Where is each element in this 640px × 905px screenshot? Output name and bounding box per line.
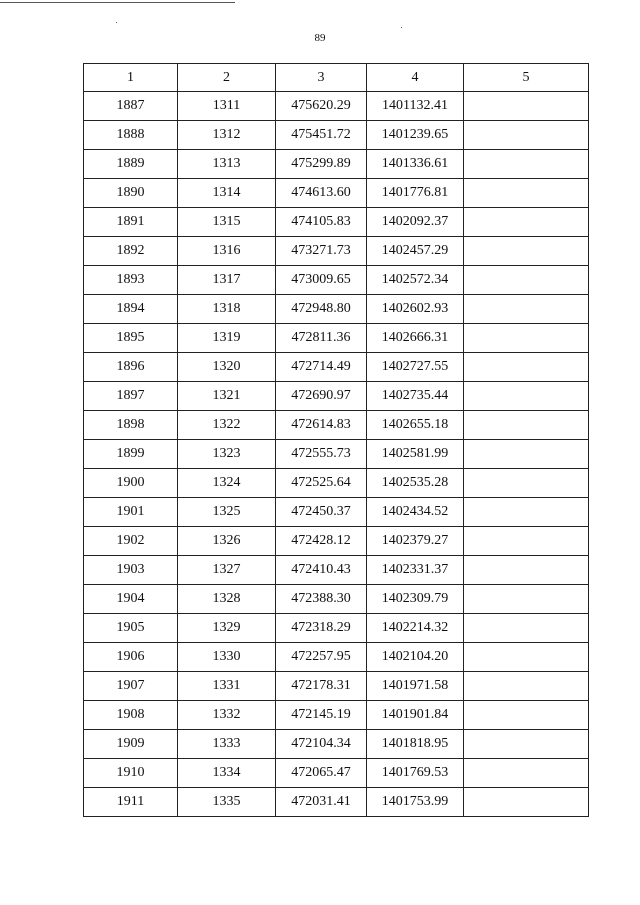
table-cell: 472811.36 [276, 324, 367, 353]
table-cell: 1402309.79 [367, 585, 464, 614]
coordinates-table [83, 63, 589, 817]
table-cell: 1314 [178, 179, 276, 208]
table-cell: 1402434.52 [367, 498, 464, 527]
table-cell: 1907 [84, 672, 178, 701]
table-cell: 1312 [178, 121, 276, 150]
table-cell [464, 411, 589, 440]
table-cell: 473271.73 [276, 237, 367, 266]
table-row [84, 295, 589, 324]
table-cell [464, 556, 589, 585]
table-cell: 472065.47 [276, 759, 367, 788]
table-cell [464, 208, 589, 237]
table-cell [464, 324, 589, 353]
table-cell: 1401901.84 [367, 701, 464, 730]
table-cell: 1324 [178, 469, 276, 498]
table-row [84, 440, 589, 469]
table-row [84, 556, 589, 585]
table-cell: 1322 [178, 411, 276, 440]
table-cell: 472178.31 [276, 672, 367, 701]
table-cell [464, 266, 589, 295]
table-cell: 1899 [84, 440, 178, 469]
table-cell: 472257.95 [276, 643, 367, 672]
scan-speck [401, 27, 402, 28]
table-cell [464, 527, 589, 556]
table-cell: 1401132.41 [367, 92, 464, 121]
table-cell: 1889 [84, 150, 178, 179]
table-row [84, 266, 589, 295]
table-cell: 472410.43 [276, 556, 367, 585]
table-cell: 1325 [178, 498, 276, 527]
table-cell: 472104.34 [276, 730, 367, 759]
table-cell: 1896 [84, 353, 178, 382]
table-cell: 1311 [178, 92, 276, 121]
table-cell: 1318 [178, 295, 276, 324]
table-cell [464, 295, 589, 324]
table-body [84, 92, 589, 817]
table-cell [464, 759, 589, 788]
table-row [84, 527, 589, 556]
table-cell: 1335 [178, 788, 276, 817]
table-cell: 1401818.95 [367, 730, 464, 759]
table-cell: 1319 [178, 324, 276, 353]
table-row [84, 92, 589, 121]
table-cell: 1334 [178, 759, 276, 788]
table-cell: 1909 [84, 730, 178, 759]
table-cell [464, 92, 589, 121]
table-cell [464, 643, 589, 672]
table-cell: 472428.12 [276, 527, 367, 556]
table-cell: 1402331.37 [367, 556, 464, 585]
table-row [84, 498, 589, 527]
table-cell [464, 672, 589, 701]
table-row [84, 382, 589, 411]
table-cell [464, 237, 589, 266]
table-cell: 1317 [178, 266, 276, 295]
table-cell: 1401769.53 [367, 759, 464, 788]
table-cell: 472031.41 [276, 788, 367, 817]
table-cell: 1401336.61 [367, 150, 464, 179]
table-cell: 1401776.81 [367, 179, 464, 208]
table-cell: 1330 [178, 643, 276, 672]
table-cell: 475620.29 [276, 92, 367, 121]
table-cell: 1900 [84, 469, 178, 498]
table-cell: 472714.49 [276, 353, 367, 382]
table-cell: 1402602.93 [367, 295, 464, 324]
table-cell: 1893 [84, 266, 178, 295]
table-cell: 1895 [84, 324, 178, 353]
table-cell: 1910 [84, 759, 178, 788]
table-cell: 1402092.37 [367, 208, 464, 237]
table-cell: 1888 [84, 121, 178, 150]
table-row [84, 701, 589, 730]
table-cell: 472614.83 [276, 411, 367, 440]
table-cell [464, 585, 589, 614]
table-cell: 1320 [178, 353, 276, 382]
header-row [84, 64, 589, 92]
scan-speck [116, 22, 117, 23]
table-row [84, 614, 589, 643]
table-cell [464, 788, 589, 817]
table-cell: 1402379.27 [367, 527, 464, 556]
table-row [84, 237, 589, 266]
table-cell: 1401971.58 [367, 672, 464, 701]
table-row [84, 353, 589, 382]
table-cell: 1402581.99 [367, 440, 464, 469]
table-row [84, 150, 589, 179]
table-row [84, 179, 589, 208]
table-cell: 1323 [178, 440, 276, 469]
table-row [84, 208, 589, 237]
table-row [84, 759, 589, 788]
table-row [84, 788, 589, 817]
table-cell: 1329 [178, 614, 276, 643]
table-cell: 1894 [84, 295, 178, 324]
table-cell: 1315 [178, 208, 276, 237]
table-cell [464, 382, 589, 411]
table-cell: 1332 [178, 701, 276, 730]
table-cell: 1902 [84, 527, 178, 556]
table-cell [464, 498, 589, 527]
table-cell [464, 353, 589, 382]
table-cell [464, 469, 589, 498]
table-cell: 1402666.31 [367, 324, 464, 353]
table-cell: 1903 [84, 556, 178, 585]
table-cell [464, 179, 589, 208]
table-cell [464, 701, 589, 730]
table-row [84, 730, 589, 759]
table-cell: 1401239.65 [367, 121, 464, 150]
table-cell: 1402735.44 [367, 382, 464, 411]
table-cell: 1331 [178, 672, 276, 701]
table-cell: 1901 [84, 498, 178, 527]
table-cell: 1316 [178, 237, 276, 266]
table-cell: 1326 [178, 527, 276, 556]
table-cell: 1887 [84, 92, 178, 121]
table-cell: 1905 [84, 614, 178, 643]
table-cell: 1402104.20 [367, 643, 464, 672]
table-cell: 1906 [84, 643, 178, 672]
table-cell [464, 150, 589, 179]
top-rule [0, 2, 235, 3]
column-header: 2 [178, 64, 276, 92]
table-cell: 472318.29 [276, 614, 367, 643]
table-cell: 1402572.34 [367, 266, 464, 295]
table-cell [464, 614, 589, 643]
table-cell: 1402655.18 [367, 411, 464, 440]
table-cell: 473009.65 [276, 266, 367, 295]
table-cell: 1333 [178, 730, 276, 759]
table-cell: 1402457.29 [367, 237, 464, 266]
table-cell: 472145.19 [276, 701, 367, 730]
table-cell: 1891 [84, 208, 178, 237]
table-cell [464, 730, 589, 759]
table-cell: 472690.97 [276, 382, 367, 411]
table-row [84, 411, 589, 440]
table-cell: 1401753.99 [367, 788, 464, 817]
column-header: 3 [276, 64, 367, 92]
table-cell: 1402727.55 [367, 353, 464, 382]
table-cell: 1898 [84, 411, 178, 440]
table-cell: 1327 [178, 556, 276, 585]
table-cell: 1892 [84, 237, 178, 266]
table-cell [464, 440, 589, 469]
table-cell: 1904 [84, 585, 178, 614]
table-row [84, 121, 589, 150]
table-cell: 1402535.28 [367, 469, 464, 498]
table-cell: 475299.89 [276, 150, 367, 179]
table-cell: 472388.30 [276, 585, 367, 614]
page-number: 89 [314, 32, 326, 44]
table-row [84, 469, 589, 498]
table-cell: 474613.60 [276, 179, 367, 208]
column-header: 1 [84, 64, 178, 92]
table-cell: 1908 [84, 701, 178, 730]
table-cell: 1911 [84, 788, 178, 817]
column-header: 5 [464, 64, 589, 92]
table-cell: 472555.73 [276, 440, 367, 469]
table-cell: 1313 [178, 150, 276, 179]
table-cell: 472525.64 [276, 469, 367, 498]
table-row [84, 643, 589, 672]
table-cell: 475451.72 [276, 121, 367, 150]
column-header: 4 [367, 64, 464, 92]
table-cell: 1897 [84, 382, 178, 411]
table-cell: 1321 [178, 382, 276, 411]
table-cell: 1890 [84, 179, 178, 208]
table-row [84, 324, 589, 353]
table-cell: 1328 [178, 585, 276, 614]
table-cell: 1402214.32 [367, 614, 464, 643]
table-row [84, 585, 589, 614]
table-cell: 472450.37 [276, 498, 367, 527]
table-cell: 474105.83 [276, 208, 367, 237]
table-cell [464, 121, 589, 150]
table-cell: 472948.80 [276, 295, 367, 324]
table-row [84, 672, 589, 701]
